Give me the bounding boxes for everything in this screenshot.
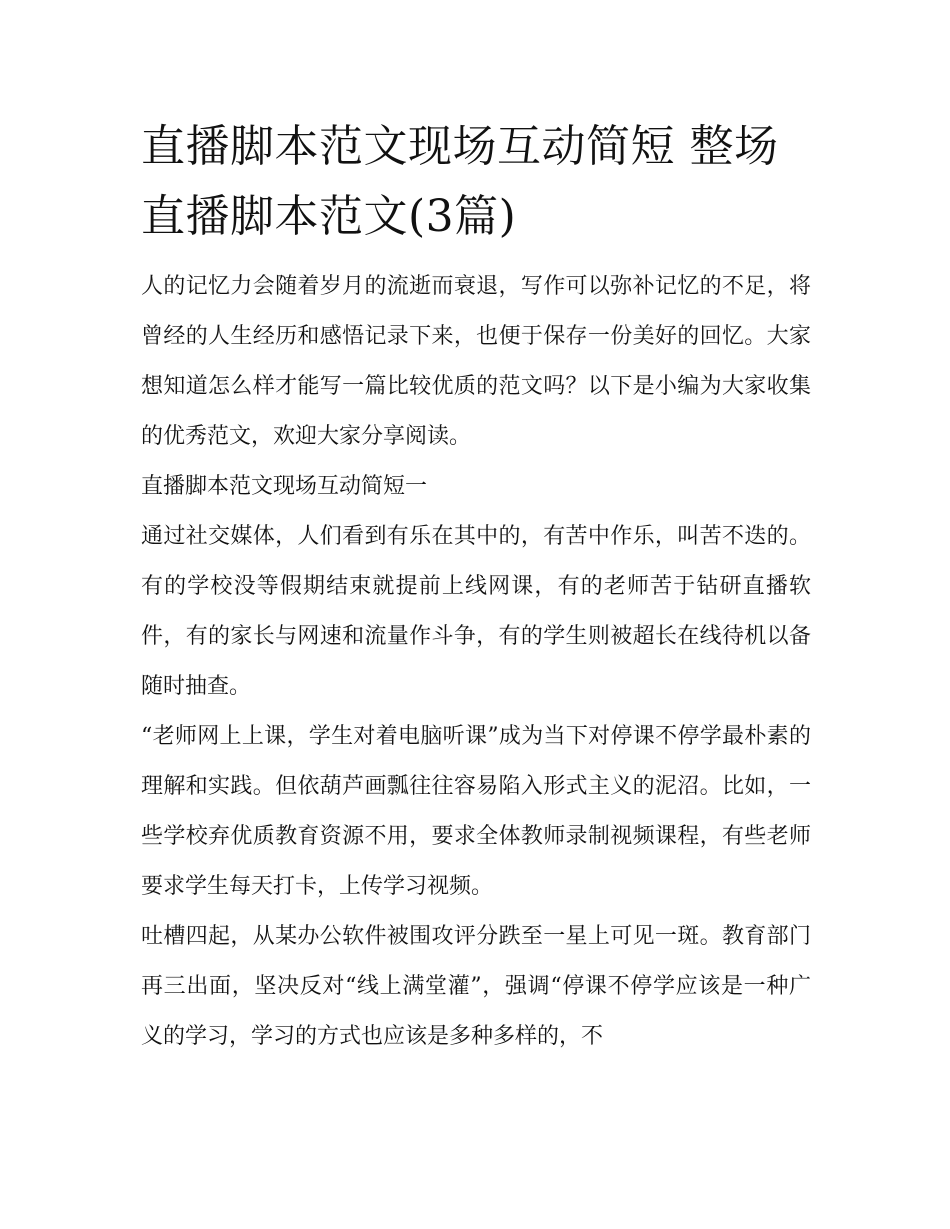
document-title: 直播脚本范文现场互动简短 整场直播脚本范文(3篇) bbox=[141, 121, 779, 242]
body-paragraph-2: “老师网上上课，学生对着电脑听课”成为当下对停课不停学最朴素的理解和实践。但依葫芦画瓢往往容易陷入形式主义的泥沼。比如，一些学校弃优质教育资源不用，要求全体教师录制视频课程，有些老师要求学生每天打卡，上传学习视频。 bbox=[141, 724, 811, 899]
section-heading: 直播脚本范文现场互动简短一 bbox=[141, 474, 428, 499]
body-paragraph-1: 通过社交媒体，人们看到有乐在其中的，有苦中作乐，叫苦不迭的。有的学校没等假期结束就提前上线网课，有的老师苦于钻研直播软件，有的家长与网速和流量作斗争，有的学生则被超长在线待机以备随时抽查。 bbox=[141, 524, 811, 699]
document-page bbox=[141, 112, 811, 1062]
body-paragraph-3: 吐槽四起，从某办公软件被围攻评分跌至一星上可见一斑。教育部门再三出面，坚决反对“线上满堂灌”，强调“停课不停学应该是一种广义的学习，学习的方式也应该是多种多样的，不 bbox=[141, 924, 811, 1049]
intro-paragraph: 人的记忆力会随着岁月的流逝而衰退，写作可以弥补记忆的不足，将曾经的人生经历和感悟记录下来，也便于保存一份美好的回忆。大家想知道怎么样才能写一篇比较优质的范文吗？以下是小编为大家收集的优秀范文，欢迎大家分享阅读。 bbox=[141, 274, 811, 449]
